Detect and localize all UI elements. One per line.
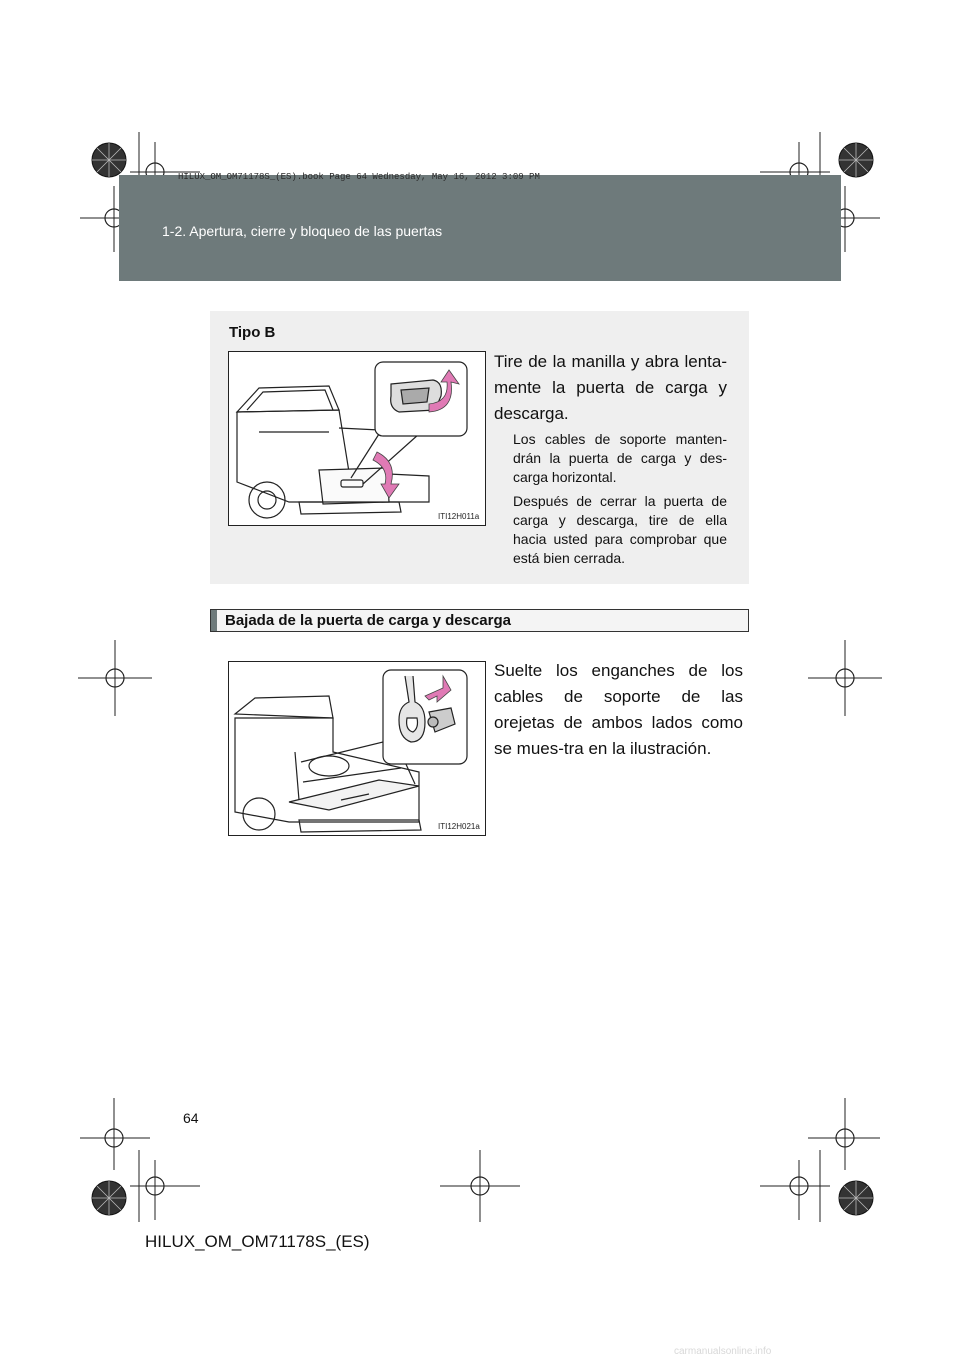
truck-rear-drawing (229, 352, 485, 525)
heading-accent (211, 610, 217, 631)
panel-main-text: Tire de la manilla y abra lenta-mente la puerta de carga y descarga. (494, 352, 727, 423)
watermark: carmanualsonline.info (674, 1346, 772, 1357)
panel-note-2: Después de cerrar la puerta de carga y descarga, tire de ella hacia usted para comprobar que está bien cerrada. (513, 493, 727, 566)
page-number: 64 (183, 1110, 199, 1126)
tailgate-handle-illustration (228, 351, 486, 526)
document-code: HILUX_OM_OM71178S_(ES) (145, 1232, 370, 1251)
section-heading-bar (210, 609, 749, 632)
section-title: 1-2. Apertura, cierre y bloqueo de las puertas (162, 223, 443, 239)
section-heading: Bajada de la puerta de carga y descarga (225, 612, 511, 629)
illustration-code: ITI12H021a (438, 822, 480, 831)
panel-title: Tipo B (229, 324, 276, 341)
support-cable-illustration (228, 661, 486, 836)
panel-note-1: Los cables de soporte manten-drán la puerta de carga y des-carga horizontal. (513, 431, 727, 485)
section-body-text: Suelte los enganches de los cables de soporte de las orejetas de ambos lados como se mues-tra en la ilustración. (494, 661, 743, 758)
print-slug: HILUX_OM_OM71178S_(ES).book Page 64 Wednesday, May 16, 2012 3:09 PM (178, 172, 540, 182)
lowered-tailgate-drawing (229, 662, 485, 835)
illustration-code: ITI12H011a (438, 512, 480, 521)
